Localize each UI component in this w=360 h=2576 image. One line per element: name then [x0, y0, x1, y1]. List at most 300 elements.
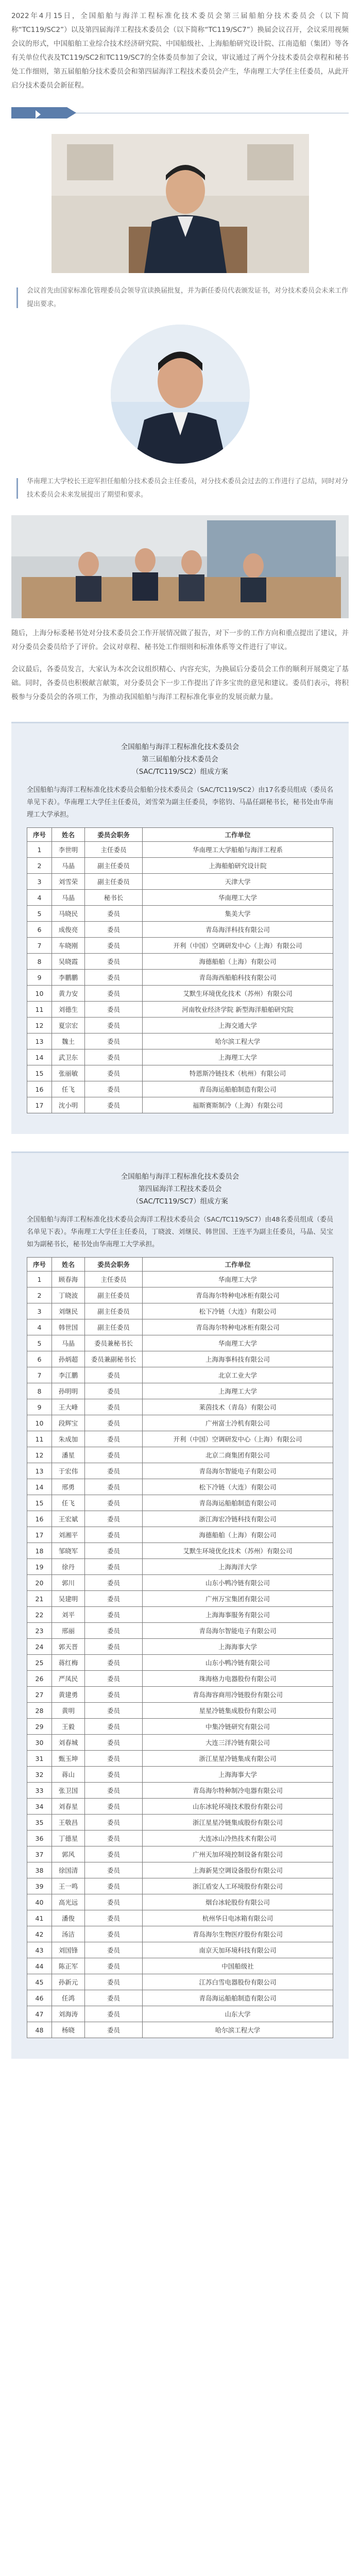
table-cell: 15: [27, 1495, 52, 1511]
table-cell: 上海海事大学: [143, 1767, 333, 1783]
table-row: [27, 1846, 333, 1862]
table-cell: 5: [27, 1335, 52, 1351]
table-cell: 10: [27, 986, 52, 1002]
table-cell: 沈小明: [52, 1097, 85, 1113]
table-header-cell: 工作单位: [143, 1258, 333, 1272]
table-cell: 邢勇: [52, 1479, 85, 1495]
table-cell: 山东冰轮环境技术股份有限公司: [143, 1799, 333, 1815]
table-cell: 孙新元: [52, 1974, 85, 1990]
table-cell: 广州富士冷机有限公司: [143, 1415, 333, 1431]
table-row: [27, 1081, 333, 1097]
table-cell: 青岛海尔生物医疗股份有限公司: [143, 1926, 333, 1942]
table-cell: 9: [27, 970, 52, 986]
table-cell: 任鸿: [52, 1990, 85, 2006]
table-cell: 魏土: [52, 1033, 85, 1049]
table-cell: 海德船舶（上海）有限公司: [143, 1527, 333, 1543]
sc2-title-line-3: （SAC/TC119/SC2）组成方案: [132, 768, 228, 776]
table-cell: 王一鸣: [52, 1878, 85, 1894]
caption-1: 会议首先由国家标准化管理委员会领导宣读换届批复，并为新任委员代表颁发证书，对分技术委员会未来工作提出要求。: [11, 284, 349, 311]
table-cell: 32: [27, 1767, 52, 1783]
table-cell: 33: [27, 1783, 52, 1799]
table-cell: 5: [27, 906, 52, 922]
table-cell: 委员: [85, 1367, 143, 1383]
table-cell: 郭川: [52, 1575, 85, 1591]
table-cell: 孙炳超: [52, 1351, 85, 1367]
table-cell: 朱成加: [52, 1431, 85, 1447]
sc7-title-line-1: 全国船舶与海洋工程标准化技术委员会: [121, 1173, 239, 1181]
table-cell: 任飞: [52, 1495, 85, 1511]
table-cell: 1: [27, 1272, 52, 1287]
table-cell: 委员: [85, 1815, 143, 1831]
table-row: [27, 906, 333, 922]
table-row: [27, 1878, 333, 1894]
table-cell: 7: [27, 1367, 52, 1383]
sc7-title-line-3: （SAC/TC119/SC7）组成方案: [132, 1197, 228, 1206]
table-cell: 委员: [85, 1399, 143, 1415]
table-cell: 委员: [85, 1479, 143, 1495]
table-cell: 3: [27, 1303, 52, 1319]
table-cell: 委员: [85, 1735, 143, 1751]
table-cell: 集美大学: [143, 906, 333, 922]
table-row: [27, 1719, 333, 1735]
table-row: [27, 1033, 333, 1049]
table-cell: 委员: [85, 1081, 143, 1097]
table-row: [27, 1287, 333, 1303]
table-cell: 山东大学: [143, 2006, 333, 2022]
table-cell: 上海船舶研究设计院: [143, 858, 333, 874]
table-cell: 莱茵技术（青岛）有限公司: [143, 1399, 333, 1415]
table-cell: 23: [27, 1623, 52, 1639]
table-row: [27, 1990, 333, 2006]
table-cell: 松下冷链（大连）有限公司: [143, 1479, 333, 1495]
table-cell: 13: [27, 1033, 52, 1049]
table-cell: 邢丽: [52, 1623, 85, 1639]
table-cell: 委员: [85, 1018, 143, 1033]
table-cell: 副主任委员: [85, 874, 143, 890]
table-row: [27, 1399, 333, 1415]
table-cell: 浙江盾安人工环境股份有限公司: [143, 1878, 333, 1894]
table-cell: 委员: [85, 1383, 143, 1399]
table-cell: 委员: [85, 1495, 143, 1511]
table-cell: 40: [27, 1894, 52, 1910]
table-cell: 武卫东: [52, 1049, 85, 1065]
table-cell: 星星冷链集成股份有限公司: [143, 1703, 333, 1719]
table-cell: 王宏斌: [52, 1511, 85, 1527]
table-cell: 副主任委员: [85, 1303, 143, 1319]
table-cell: 山东小鸭冷链有限公司: [143, 1575, 333, 1591]
table-cell: 吴建明: [52, 1591, 85, 1607]
table-row: [27, 1303, 333, 1319]
table-row: [27, 1383, 333, 1399]
table-cell: 黄建勇: [52, 1687, 85, 1703]
table-cell: 委员: [85, 1575, 143, 1591]
sc7-members-table: [27, 1257, 333, 2038]
table-cell: 刘国锋: [52, 1942, 85, 1958]
table-row: [27, 842, 333, 858]
table-row: [27, 1639, 333, 1655]
table-cell: 委员: [85, 954, 143, 970]
table-cell: 于宏伟: [52, 1463, 85, 1479]
table-row: [27, 1351, 333, 1367]
table-cell: 9: [27, 1399, 52, 1415]
table-row: [27, 1367, 333, 1383]
table-row: [27, 1065, 333, 1081]
table-row: [27, 1431, 333, 1447]
table-cell: 38: [27, 1862, 52, 1878]
table-cell: 华南理工大学: [143, 1272, 333, 1287]
table-cell: 31: [27, 1751, 52, 1767]
table-cell: 吴晓霞: [52, 954, 85, 970]
table-cell: 25: [27, 1655, 52, 1671]
table-row: [27, 1463, 333, 1479]
table-cell: 丁晓波: [52, 1287, 85, 1303]
table-cell: 委员: [85, 1447, 143, 1463]
table-row: [27, 2006, 333, 2022]
table-cell: 李鹏鹏: [52, 970, 85, 986]
table-cell: 陈正军: [52, 1958, 85, 1974]
table-cell: 大连冰山冷热技术有限公司: [143, 1831, 333, 1846]
table-row: [27, 1926, 333, 1942]
table-cell: 北京工业大学: [143, 1367, 333, 1383]
table-cell: 30: [27, 1735, 52, 1751]
table-cell: 委员: [85, 1878, 143, 1894]
table-header-cell: 序号: [27, 828, 52, 842]
table-cell: 马晶: [52, 858, 85, 874]
table-cell: 上海新晃空调设备股份有限公司: [143, 1862, 333, 1878]
table-cell: 34: [27, 1799, 52, 1815]
table-cell: 48: [27, 2022, 52, 2038]
table-header-cell: 工作单位: [143, 828, 333, 842]
table-cell: 上海海洋大学: [143, 1559, 333, 1575]
table-cell: 上海理工大学: [143, 1383, 333, 1399]
table-header-row: [27, 1258, 333, 1272]
table-cell: 潘星: [52, 1447, 85, 1463]
table-cell: 马晓民: [52, 906, 85, 922]
table-cell: 艾默生环境优化技术（苏州）有限公司: [143, 1543, 333, 1559]
table-cell: 刘平: [52, 1607, 85, 1623]
sc7-intro: 全国船舶与海洋工程标准化技术委员会海洋工程技术委员会（SAC/TC119/SC7）由48名委员组成（委员名单见下表）。华南理工大学任主任委员，丁晓波、刘继民、韩世国、王连平为副主任委员，马晶、吴宝如为副秘书长，秘书处由华南理工大学承担。: [27, 1216, 333, 1248]
table-cell: 18: [27, 1543, 52, 1559]
table-cell: 严凤民: [52, 1671, 85, 1687]
table-cell: 4: [27, 1319, 52, 1335]
table-cell: 韩世国: [52, 1319, 85, 1335]
table-cell: 42: [27, 1926, 52, 1942]
table-cell: 36: [27, 1831, 52, 1846]
table-cell: 艾默生环境优化技术（苏州）有限公司: [143, 986, 333, 1002]
table-row: [27, 1479, 333, 1495]
table-cell: 青岛海西船舶科技有限公司: [143, 970, 333, 986]
table-row: [27, 874, 333, 890]
table-row: [27, 1018, 333, 1033]
table-cell: 委员: [85, 1894, 143, 1910]
table-row: [27, 1783, 333, 1799]
table-cell: 顾春海: [52, 1272, 85, 1287]
table-cell: 2: [27, 1287, 52, 1303]
table-cell: 委员: [85, 1543, 143, 1559]
table-cell: 委员: [85, 1431, 143, 1447]
table-cell: 7: [27, 938, 52, 954]
table-cell: 44: [27, 1958, 52, 1974]
table-row: [27, 1703, 333, 1719]
table-cell: 46: [27, 1990, 52, 2006]
table-cell: 郭天晋: [52, 1639, 85, 1655]
table-cell: 刘继民: [52, 1303, 85, 1319]
table-cell: 徐国清: [52, 1862, 85, 1878]
sc2-intro: 全国船舶与海洋工程标准化技术委员会船舶分技术委员会（SAC/TC119/SC2）由17名委员组成（委员名单见下表）。华南理工大学任主任委员，刘雪荣为副主任委员，李铭钧、马晶任副秘书长，秘书处由华南理工大学承担。: [27, 786, 333, 819]
table-header-row: [27, 828, 333, 842]
table-cell: 4: [27, 890, 52, 906]
table-row: [27, 1751, 333, 1767]
table-cell: 12: [27, 1447, 52, 1463]
table-cell: 浙江星星冷链集成股份有限公司: [143, 1815, 333, 1831]
table-cell: 成俊亮: [52, 922, 85, 938]
table-row: [27, 1687, 333, 1703]
table-cell: 邹晓军: [52, 1543, 85, 1559]
table-cell: 委员: [85, 1846, 143, 1862]
table-cell: 刘湘平: [52, 1527, 85, 1543]
table-header-cell: 委员会职务: [85, 828, 143, 842]
table-cell: 6: [27, 1351, 52, 1367]
table-cell: 中国船级社: [143, 1958, 333, 1974]
table-cell: 副主任委员: [85, 858, 143, 874]
table-row: [27, 1831, 333, 1846]
table-row: [27, 1894, 333, 1910]
table-body: [27, 1272, 333, 2038]
table-cell: 杨晓: [52, 2022, 85, 2038]
table-cell: 王大峰: [52, 1399, 85, 1415]
table-cell: 上海海事服务有限公司: [143, 1607, 333, 1623]
play-icon: [36, 110, 41, 118]
table-cell: 6: [27, 922, 52, 938]
table-row: [27, 1591, 333, 1607]
table-cell: 委员兼秘书长: [85, 1335, 143, 1351]
table-cell: 刘德生: [52, 1002, 85, 1018]
table-row: [27, 890, 333, 906]
table-cell: 青岛海运船舶制造有限公司: [143, 1990, 333, 2006]
table-cell: 2: [27, 858, 52, 874]
table-cell: 马晶: [52, 890, 85, 906]
table-row: [27, 1767, 333, 1783]
article: [0, 9, 360, 2079]
table-cell: 华南理工大学: [143, 890, 333, 906]
table-cell: 43: [27, 1942, 52, 1958]
table-row: [27, 1002, 333, 1018]
table-cell: 江苏白雪电器股份有限公司: [143, 1974, 333, 1990]
sc2-members-table: [27, 827, 333, 1113]
table-cell: 青岛海运船舶制造有限公司: [143, 1495, 333, 1511]
table-cell: 广州万宝集团有限公司: [143, 1591, 333, 1607]
table-cell: 上海交通大学: [143, 1018, 333, 1033]
table-cell: 张丽敏: [52, 1065, 85, 1081]
table-cell: 27: [27, 1687, 52, 1703]
table-row: [27, 1415, 333, 1431]
table-cell: 潘俊: [52, 1910, 85, 1926]
table-row: [27, 1862, 333, 1878]
table-body: [27, 842, 333, 1113]
table-row: [27, 1958, 333, 1974]
table-cell: 大连三洋冷链有限公司: [143, 1735, 333, 1751]
table-cell: 珠海格力电器股份有限公司: [143, 1671, 333, 1687]
table-cell: 委员: [85, 1065, 143, 1081]
table-cell: 哈尔滨工程大学: [143, 1033, 333, 1049]
table-cell: 11: [27, 1431, 52, 1447]
table-cell: 青岛海尔特种电冰柜有限公司: [143, 1319, 333, 1335]
table-cell: 青岛海尔特种电冰柜有限公司: [143, 1287, 333, 1303]
table-header-cell: 委员会职务: [85, 1258, 143, 1272]
table-cell: 黄力安: [52, 986, 85, 1002]
table-cell: 委员: [85, 1639, 143, 1655]
table-cell: 委员: [85, 1831, 143, 1846]
table-cell: 8: [27, 954, 52, 970]
table-cell: 秘书长: [85, 890, 143, 906]
table-cell: 李江鹏: [52, 1367, 85, 1383]
table-cell: 委员: [85, 1958, 143, 1974]
table-cell: 16: [27, 1511, 52, 1527]
table-row: [27, 1974, 333, 1990]
table-cell: 委员: [85, 1049, 143, 1065]
table-cell: 12: [27, 1018, 52, 1033]
table-row: [27, 922, 333, 938]
table-cell: 华南理工大学船舶与海洋工程系: [143, 842, 333, 858]
table-cell: 41: [27, 1910, 52, 1926]
table-row: [27, 1272, 333, 1287]
table-row: [27, 1495, 333, 1511]
table-cell: 山东小鸭冷链有限公司: [143, 1655, 333, 1671]
table-row: [27, 1575, 333, 1591]
table-cell: 委员: [85, 1703, 143, 1719]
sc7-composition-section: [11, 1151, 349, 2059]
table-cell: 华南理工大学: [143, 1335, 333, 1351]
table-cell: 副主任委员: [85, 1319, 143, 1335]
paragraph-2: 随后，上海分标委秘书处对分技术委员会工作开展情况做了报告，对下一步的工作方向和重点提出了建议，并对分委员会委员给予了评价。会议对章程、秘书处工作细则和标准体系等文件进行了审议。: [11, 629, 349, 651]
table-cell: 39: [27, 1878, 52, 1894]
table-row: [27, 1335, 333, 1351]
table-cell: 刘雪荣: [52, 874, 85, 890]
table-cell: 王毅: [52, 1719, 85, 1735]
table-cell: 13: [27, 1463, 52, 1479]
table-cell: 汤洁: [52, 1926, 85, 1942]
table-cell: 张卫国: [52, 1783, 85, 1799]
table-row: [27, 954, 333, 970]
table-cell: 委员: [85, 1623, 143, 1639]
intro-paragraph: 2022年4月15日，全国船舶与海洋工程标准化技术委员会第三届船舶分技术委员会（以下简称“TC119/SC2”）以及第四届海洋工程技术委员会（以下简称“TC119/SC7”）换届会议召开，会议采用视频会议的形式，中国船舶工业综合技术经济研究院、中国船级社、上海船舶研究设计院、江南造船（集团）等各有关单位代表及TC119/SC2和TC119/SC7的全体委员参加了会议，审议通过了两个分技术委员会章程和秘书处工作细则，第五届船舶分技术委员会和第四届海洋工程技术委员会产生，华南理工大学任主任委员，从此开启分技术委员会新征程。: [11, 12, 349, 90]
table-cell: 委员: [85, 906, 143, 922]
table-cell: 开利（中国）空调研发中心（上海）有限公司: [143, 938, 333, 954]
table-cell: 高光远: [52, 1894, 85, 1910]
table-cell: 8: [27, 1383, 52, 1399]
table-cell: 青岛海尔特种制冷电器有限公司: [143, 1783, 333, 1799]
table-row: [27, 986, 333, 1002]
table-cell: 委员: [85, 1910, 143, 1926]
table-cell: 10: [27, 1415, 52, 1431]
table-cell: 委员: [85, 1607, 143, 1623]
table-header-cell: 姓名: [52, 1258, 85, 1272]
table-cell: 开利（中国）空调研发中心（上海）有限公司: [143, 1431, 333, 1447]
table-cell: 杭州华日电冰箱有限公司: [143, 1910, 333, 1926]
meeting-photo-1: [52, 134, 309, 273]
table-cell: 22: [27, 1607, 52, 1623]
table-row: [27, 1799, 333, 1815]
table-cell: 委员: [85, 1415, 143, 1431]
table-cell: 28: [27, 1703, 52, 1719]
table-cell: 委员: [85, 1862, 143, 1878]
table-cell: 委员: [85, 1751, 143, 1767]
table-row: [27, 1447, 333, 1463]
speaker-portrait: [111, 325, 250, 464]
table-cell: 天津大学: [143, 874, 333, 890]
table-cell: 21: [27, 1591, 52, 1607]
table-row: [27, 858, 333, 874]
table-cell: 主任委员: [85, 1272, 143, 1287]
table-cell: 委员: [85, 1591, 143, 1607]
table-cell: 青岛海容商用冷链股份有限公司: [143, 1687, 333, 1703]
table-cell: 委员: [85, 1671, 143, 1687]
table-cell: 14: [27, 1049, 52, 1065]
table-cell: 蒋山: [52, 1767, 85, 1783]
table-cell: 委员: [85, 1990, 143, 2006]
table-cell: 副主任委员: [85, 1287, 143, 1303]
table-cell: 委员: [85, 2006, 143, 2022]
table-cell: 刘海涛: [52, 2006, 85, 2022]
table-cell: 委员: [85, 970, 143, 986]
table-cell: 青岛海尔智能电子有限公司: [143, 1623, 333, 1639]
table-row: [27, 1607, 333, 1623]
table-cell: 刘春城: [52, 1735, 85, 1751]
table-cell: 北京二商集团有限公司: [143, 1447, 333, 1463]
table-cell: 委员: [85, 1002, 143, 1018]
table-cell: 委员: [85, 2022, 143, 2038]
table-cell: 浙江海宏冷链科技有限公司: [143, 1511, 333, 1527]
table-cell: 委员: [85, 1097, 143, 1113]
table-cell: 委员: [85, 1511, 143, 1527]
sc2-title-line-1: 全国船舶与海洋工程标准化技术委员会: [121, 743, 239, 751]
sc2-composition-section: [11, 722, 349, 1134]
caption-2: 华南理工大学校长王迎军担任船舶分技术委员会主任委员，对分技术委员会过去的工作进行了总结，同时对分技术委员会未来发展提出了期望和要求。: [11, 475, 349, 502]
table-row: [27, 1049, 333, 1065]
table-cell: 广州天加环境控制设备有限公司: [143, 1846, 333, 1862]
table-cell: 委员: [85, 938, 143, 954]
table-cell: 17: [27, 1097, 52, 1113]
paragraph-3: 会议最后，各委员发言，大家认为本次会议组织精心、内容充实，为换届后分委员会工作的顺利开展奠定了基础。同时，各委员也积极献言献策，对分委员会下一步工作提出了许多宝贵的意见和建议。委员们表示，将积极参与分委员会的各项工作，为推动我国船舶与海洋工程标准化事业的发展贡献力量。: [11, 665, 349, 701]
meeting-photo-2: [11, 515, 349, 618]
table-row: [27, 1097, 333, 1113]
table-row: [27, 1559, 333, 1575]
table-cell: 19: [27, 1559, 52, 1575]
table-cell: 上海海事大学: [143, 1639, 333, 1655]
table-cell: 45: [27, 1974, 52, 1990]
table-cell: 河南牧业经济学院 新型海洋船舶研究院: [143, 1002, 333, 1018]
table-cell: 委员: [85, 1767, 143, 1783]
table-cell: 委员: [85, 1719, 143, 1735]
table-row: [27, 1910, 333, 1926]
table-cell: 段辉宝: [52, 1415, 85, 1431]
table-cell: 李世明: [52, 842, 85, 858]
table-cell: 委员: [85, 1687, 143, 1703]
table-cell: 委员: [85, 1926, 143, 1942]
table-cell: 委员: [85, 986, 143, 1002]
table-cell: 1: [27, 842, 52, 858]
table-cell: 委员: [85, 1527, 143, 1543]
table-cell: 青岛海尔智能电子有限公司: [143, 1463, 333, 1479]
table-cell: 上海理工大学: [143, 1049, 333, 1065]
table-cell: 蒋红梅: [52, 1655, 85, 1671]
table-cell: 海德船舶（上海）有限公司: [143, 954, 333, 970]
table-cell: 任飞: [52, 1081, 85, 1097]
table-cell: 哈尔滨工程大学: [143, 2022, 333, 2038]
table-cell: 3: [27, 874, 52, 890]
table-cell: 烟台冰轮股份有限公司: [143, 1894, 333, 1910]
table-row: [27, 970, 333, 986]
